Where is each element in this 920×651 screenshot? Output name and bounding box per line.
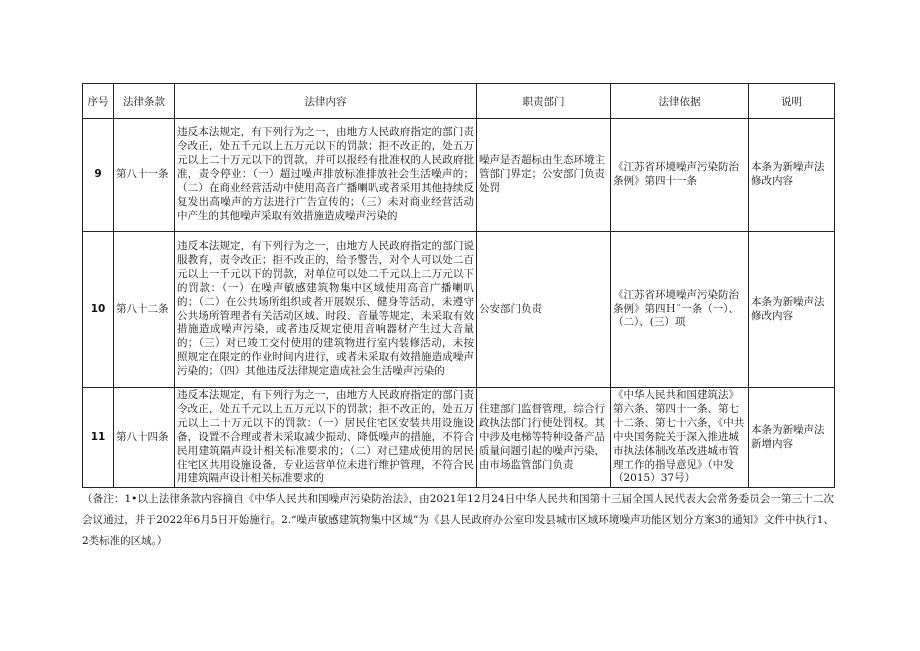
- cell-basis: 《中华人民共和国建筑法》第六条、第四十一条、第七十二条、第七十六条，《中共中央国务院关于深入推进城市执法体制改革改进城市管理工作的指导意见》（中发（2015）37号）: [611, 388, 749, 488]
- cell-content: 违反本法规定，有下列行为之一，由地方人民政府指定的部门责令改正，处五千元以上五万元以下的罚款；拒不改正的，处五万元以上二十万元以下的罚款，并可以报经有批准权的人民政府批准，责令停业：（一）超过噪声排放标准排放社会生活噪声的；（二）在商业经营活动中使用高音广播喇叭或者采用其他持续反复发出高噪声的方法进行广告宣传的；（三）未对商业经营活动中产生的其他噪声采取有效措施造成噪声污染的: [175, 119, 477, 232]
- cell-content: 违反本法规定，有下列行为之一，由地方人民政府指定的部门说服教育，责令改正；拒不改正的，给予警告，对个人可以处二百元以上一千元以下的罚款，对单位可以处二千元以上二万元以下的罚款：（一）在噪声敏感建筑物集中区域使用高音广播喇叭的；（二）在公共场所组织或者开展娱乐、健身等活动，未遵守公共场所管理者有关活动区域、时段、音量等规定，未采取有效措施造成噪声污染，或者违反规定使用音响器材产生过大音量的；（三）对已竣工交付使用的建筑物进行室内装修活动，未按照规定在限定的作业时间内进行，或者未采取有效措施造成噪声污染的；（四）其他违反法律规定造成社会生活噪声污染的: [175, 232, 477, 388]
- header-seq: 序号: [83, 84, 114, 119]
- header-article: 法律条款: [114, 84, 175, 119]
- cell-seq: 10: [83, 232, 114, 388]
- table-row: [83, 388, 835, 488]
- cell-basis: 《江苏省环境噪声污染防治条例》第四十一条: [611, 119, 749, 232]
- cell-content: 违反本法规定，有下列行为之一，由地方人民政府指定的部门责令改正，处五千元以上五万元以下的罚款；拒不改正的，处五万元以上二十万元以下的罚款：（一）居民住宅区安装共用设施设备，设置不合理或者未采取减少振动、降低噪声的措施，不符合民用建筑隔声设计相关标准要求的；（二）对已建成使用的居民住宅区共用设施设备，专业运营单位未进行维护管理，不符合民用建筑隔声设计相关标准要求的: [175, 388, 477, 488]
- table-header-row: [83, 84, 835, 119]
- cell-note: 本条为新噪声法修改内容: [749, 119, 835, 232]
- cell-department: 住建部门监督管理，综合行政执法部门行使处罚权。其中涉及电梯等特种设备产品质量问题引起的噪声污染，由市场监管部门负责: [477, 388, 611, 488]
- cell-seq: 11: [83, 388, 114, 488]
- cell-basis: 《江苏省环境噪声污染防治条例》第四Ｈ¨一条（一）、（二）、(三）项: [611, 232, 749, 388]
- header-department: 职责部门: [477, 84, 611, 119]
- cell-department: 公安部门负责: [477, 232, 611, 388]
- header-basis: 法律依据: [611, 84, 749, 119]
- footnote: （备注：1•以上法律条款内容摘自《中华人民共和国噪声污染防治法》，由2021年12月24日中华人民共和国第十三届全国人民代表大会常务委员会一第三十二次会议通过，并于2022年6月5日开始施行。2.“噪声敏感建筑物集中区域”为《县人民政府办公室印发县城市区域环境噪声功能区划分方案3的通知》文件中执行1、2类标准的区域。）: [82, 493, 834, 547]
- header-content: 法律内容: [175, 84, 477, 119]
- cell-department: 噪声是否超标由生态环境主管部门界定；公安部门负责处罚: [477, 119, 611, 232]
- cell-article: 第八十二条: [114, 232, 175, 388]
- header-note: 说明: [749, 84, 835, 119]
- table-row: [83, 119, 835, 232]
- legal-provisions-table: [82, 83, 835, 488]
- cell-note: 本条为新噪声法修改内容: [749, 232, 835, 388]
- cell-note: 本条为新噪声法新增内容: [749, 388, 835, 488]
- cell-article: 第八十四条: [114, 388, 175, 488]
- table-row: [83, 232, 835, 388]
- cell-seq: 9: [83, 119, 114, 232]
- cell-article: 第八十一条: [114, 119, 175, 232]
